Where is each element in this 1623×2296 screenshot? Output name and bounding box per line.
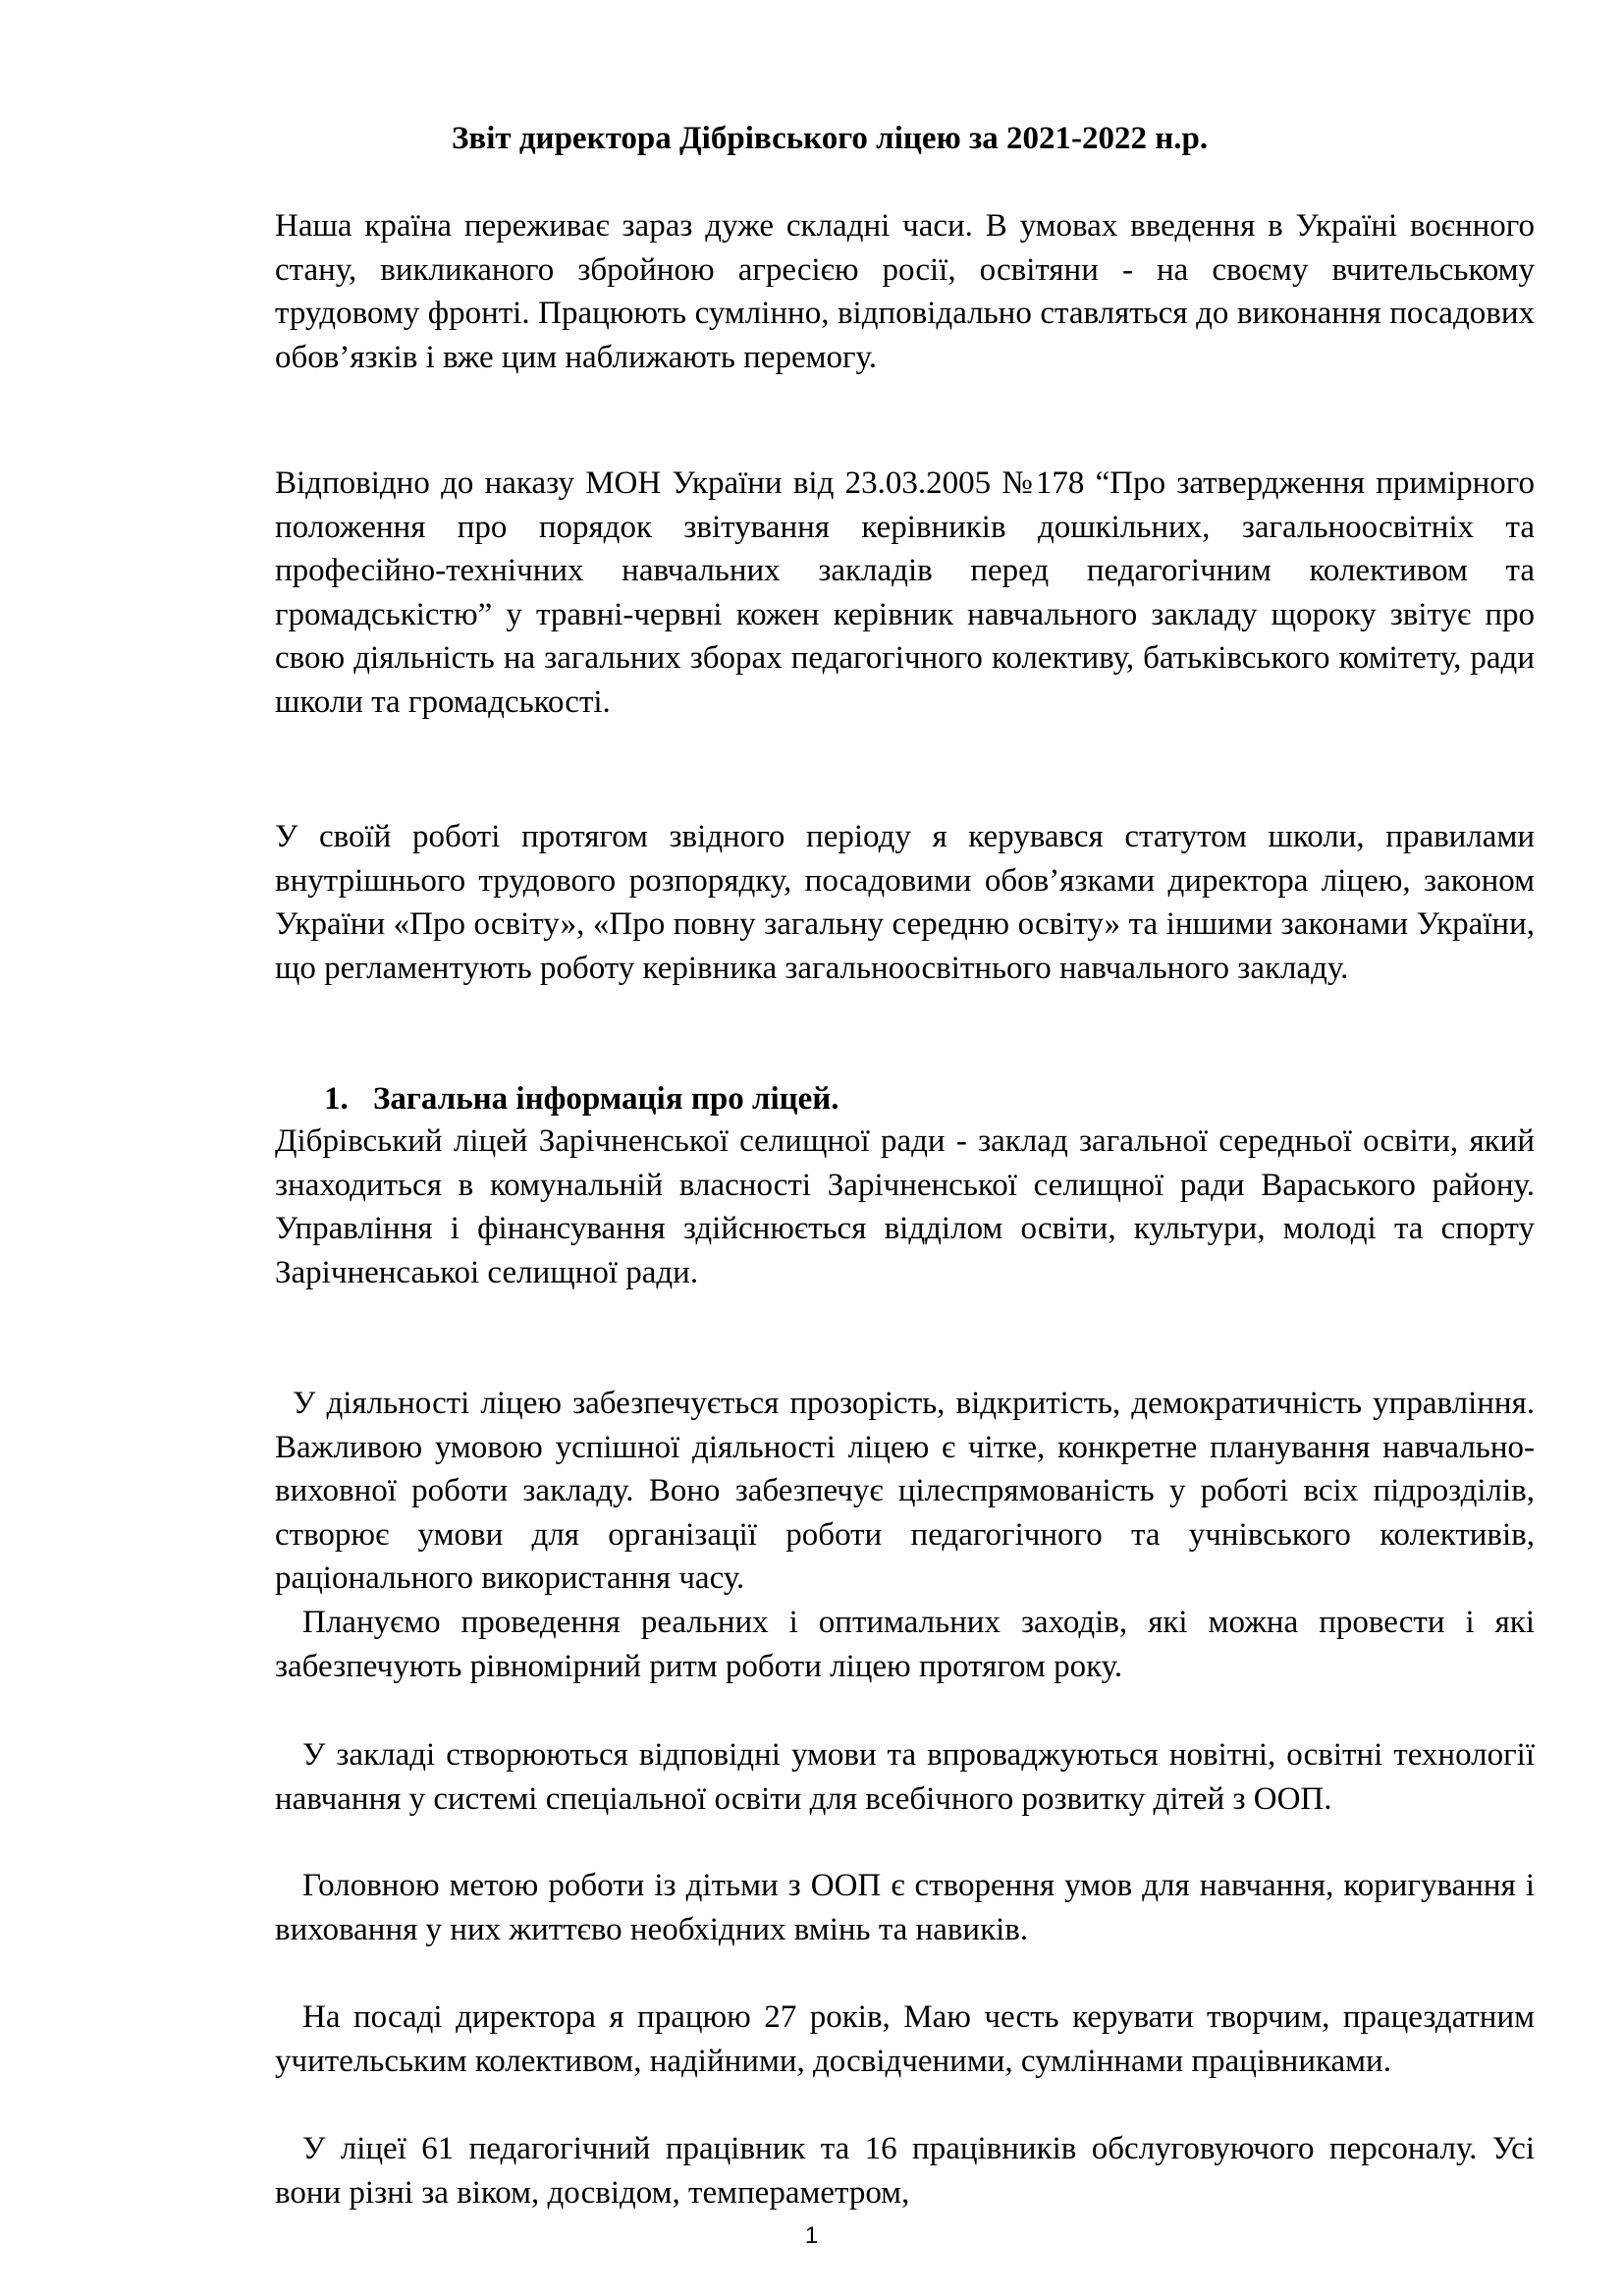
intro-paragraph-1: Наша країна переживає зараз дуже складні часи. В умовах введення в Україні воєнного стану, викликаного збройною агресією росії, освітяни - на своєму вчительському трудовому фронті. Працюють сумлінно, відповідально ставляться до виконання посадових обов’язків і вже цим наближають перемогу. <box>275 208 1535 375</box>
section-paragraph-2: У діяльності ліцею забезпечується прозорість, відкритість, демократичність управління. Важливою умовою успішної діяльності ліцею є чітке, конкретне планування навчально-виховної роботи закладу. Воно забезпечує цілеспрямованість у роботі всіх підрозділів, створює умови для організації роботи педагогічного та учнівського колективів, раціонального використання часу. <box>275 1386 1535 1597</box>
section-heading <box>324 1076 839 1121</box>
section-paragraph-3: Плануємо проведення реальних і оптимальних заходів, які можна провести і які забезпечують рівномірний ритм роботи ліцею протягом року. <box>275 1605 1535 1684</box>
section-paragraph-5: Головною метою роботи із дітьми з ООП є створення умов для навчання, коригування і виховання у них життєво необхідних вмінь та навиків. <box>275 1868 1535 1947</box>
section-number: 1. <box>324 1081 349 1117</box>
section-paragraph-4: У закладі створюються відповідні умови та впроваджуються новітні, освітні технології навчання у системі спеціальної освіти для всебічного розвитку дітей з ООП. <box>275 1737 1535 1817</box>
section-paragraph-6: На посаді директора я працюю 27 років, Маю честь керувати творчим, працездатним учительським колективом, надійними, досвідченими, сумліннами працівниками. <box>275 1999 1535 2079</box>
section-paragraph-1: Дібрівський ліцей Зарічненської селищної ради - заклад загальної середньої освіти, який знаходиться в комунальній власності Зарічненської селищної ради Вараського району. Управління і фінансування здійснюється відділом освіти, культури, молоді та спорту Зарічненсаькоі селищної ради. <box>275 1123 1535 1290</box>
intro-paragraph-3: У своїй роботі протягом звідного періоду я керувався статутом школи, правилами внутрішнього трудового розпорядку, посадовими обов’язками директора ліцею, законом України «Про освіту», «Про повну загальну середню освіту» та іншими законами України, що регламентують роботу керівника загальноосвітнього навчального закладу. <box>275 819 1535 986</box>
intro-paragraph-2: Відповідно до наказу МОН України від 23.03.2005 №178 “Про затвердження примірного положення про порядок звітування керівників дошкільних, загальноосвітніх та професійно-технічних навчальних закладів перед педагогічним колективом та громадськістю” у травні-червні кожен керівник навчального закладу щороку звітує про свою діяльність на загальних зборах педагогічного колективу, батьківського комітету, ради школи та громадськості. <box>275 465 1535 720</box>
page-number: 1 <box>804 2222 819 2249</box>
document-title: Звіт директора Дібрівського ліцею за 2021-2022 н.р. <box>452 121 1209 156</box>
section-paragraph-7: У ліцеї 61 педагогічний працівник та 16 працівників обслуговуючого персоналу. Усі вони різні за віком, досвідом, темпераметром, <box>275 2131 1535 2211</box>
section-title: Загальна інформація про ліцей. <box>373 1081 839 1117</box>
